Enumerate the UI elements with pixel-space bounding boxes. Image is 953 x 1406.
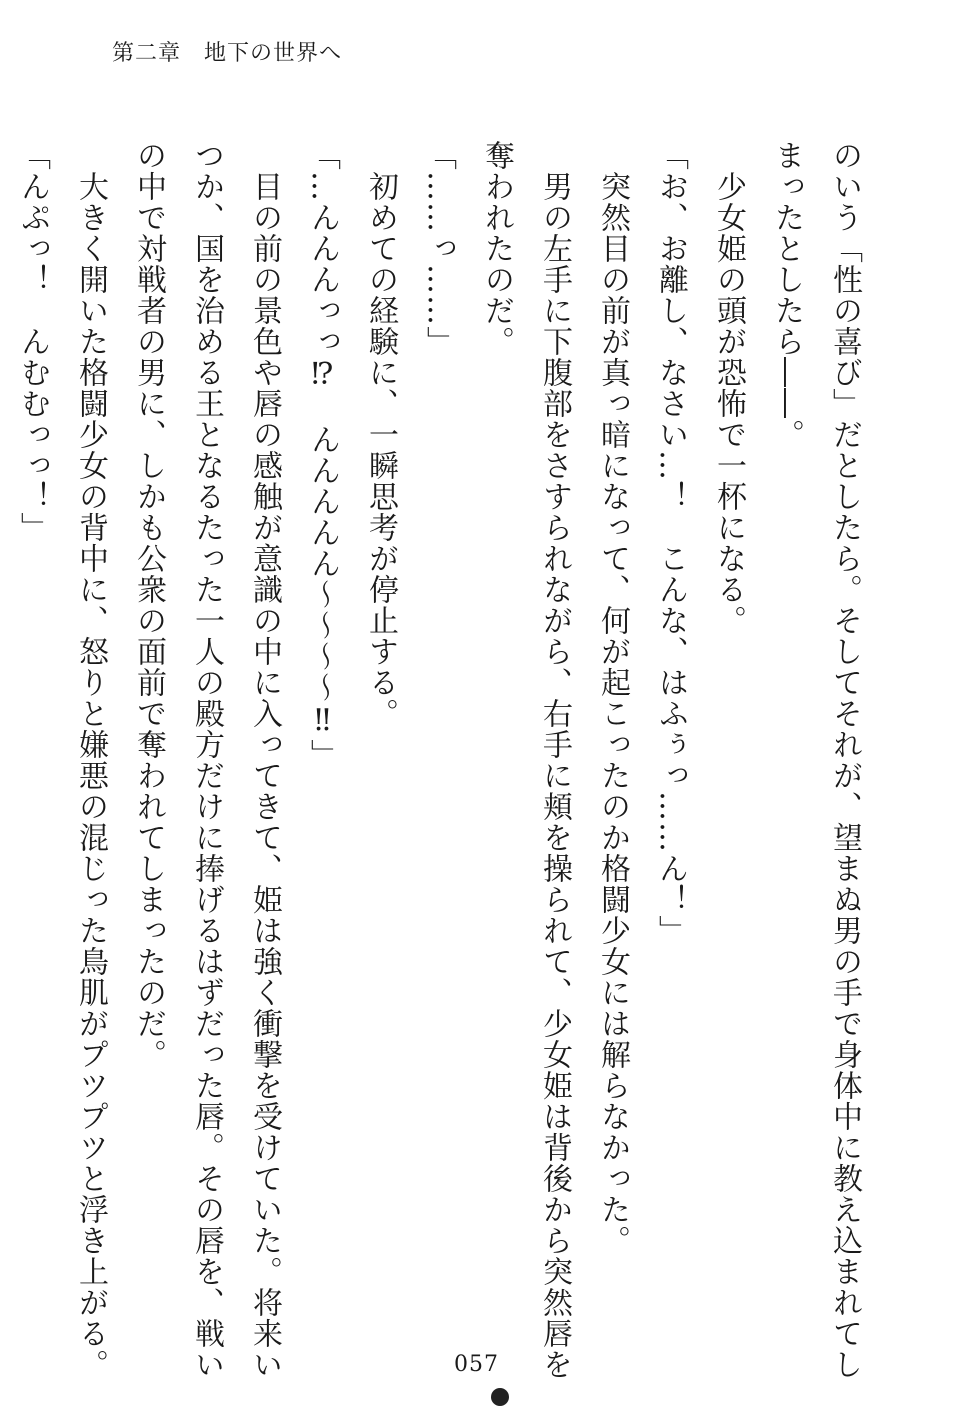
text-line xyxy=(0,140,3,1290)
running-head: 第二章 地下の世界へ xyxy=(112,41,343,66)
text-line: のいう「性の喜び」だとしたら。そしてそれが、望まぬ男の手で身体中に教え込まれてし xyxy=(827,140,862,1380)
text-line: 突然目の前が真っ暗になって、何が起こったのか格闘少女には解らなかった。 xyxy=(595,140,630,1256)
text-line: 少女姫の頭が恐怖で一杯になる。 xyxy=(711,140,746,636)
text-line: 「お、お離し、なさい…！ こんな、はふぅっ……ん！」 xyxy=(653,140,688,946)
text-line: 大きく開いた格闘少女の背中に、怒りと嫌悪の混じった鳥肌がプツプツと浮き上がる。 xyxy=(73,140,108,1380)
text-line: 目の前の景色や唇の感触が意識の中に入ってきて、姫は強く衝撃を受けていた。将来い xyxy=(247,140,282,1380)
text-line: の中で対戦者の男に、しかも公衆の面前で奪われてしまったのだ。 xyxy=(131,140,166,1070)
text-line: 「……っ……」 xyxy=(421,140,456,357)
page-marker-dot xyxy=(491,1388,509,1406)
text-line: 「んぷっ！ んむむっっ！」 xyxy=(15,140,50,543)
text-line: 男の左手に下腹部をさすられながら、右手に頬を操られて、少女姫は背後から突然唇を xyxy=(537,140,572,1380)
page-number: 057 xyxy=(454,1352,499,1377)
text-line: 「…んんんっっ⁉ んんんんん〜〜〜〜‼」 xyxy=(305,140,340,770)
text-line: まったとしたら――。 xyxy=(769,140,804,450)
text-line: 初めての経験に、一瞬思考が停止する。 xyxy=(363,140,398,729)
text-line: 奪われたのだ。 xyxy=(479,140,514,357)
text-line: つか、国を治める王となるたった一人の殿方だけに捧げるはずだった唇。その唇を、戦い xyxy=(189,140,224,1380)
